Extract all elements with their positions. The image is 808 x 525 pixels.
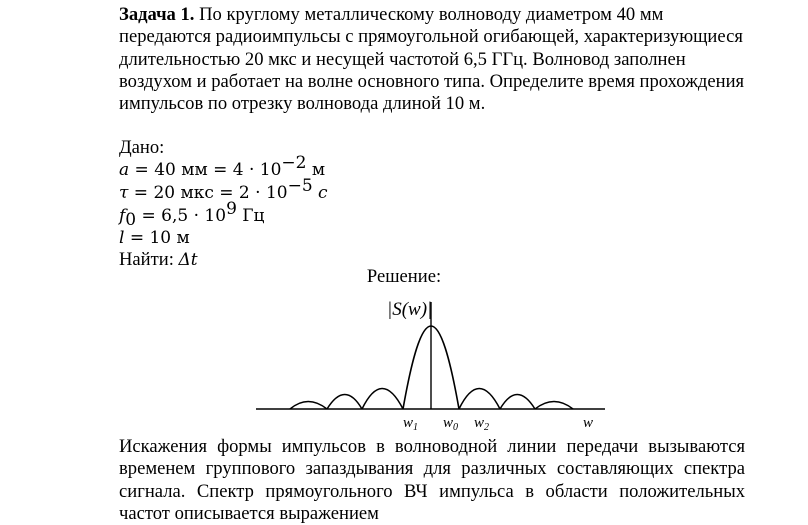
label-w2: $w_2$ [474, 415, 490, 433]
side-lobe-left-2 [327, 395, 362, 410]
spectrum-axis-label: |S(w)| [387, 299, 433, 320]
problem-label: Задача 1. [119, 4, 195, 25]
find-line: Найти: Δt [119, 249, 198, 270]
label-w1: $w_1$ [403, 415, 419, 433]
side-lobe-right-3 [535, 402, 573, 410]
spectrum-figure [240, 288, 620, 434]
given-f0: $f_0 = 6,5 \cdot 10^9$ Гц [119, 199, 265, 230]
side-lobe-left-3 [290, 402, 327, 410]
problem-text: По круглому металлическому волноводу диаметром 40 мм передаются радиоимпульсы с прямоугольной огибающей, характеризующиеся длительностью 20 мкс и несущей частотой 6,5 ГГц. Волновод заполнен воздухом и работает на волне основного типа. Определите время прохождения импульсов по отрезку волновода длиной 10 м. [119, 4, 745, 115]
label-w0: $w_0$ [443, 415, 459, 433]
given-l: l = 10 м [119, 228, 190, 248]
label-w: w [583, 415, 594, 431]
side-lobe-left-1 [362, 389, 403, 410]
given-a: a = 40 мм = $4 \cdot 10^{-2}$ м [119, 153, 326, 180]
side-lobe-right-2 [500, 395, 535, 410]
explanation-paragraph: Искажения формы импульсов в волноводной линии передачи вызываются временем группового запаздывания для различных составляющих спектра сигнала. Спектр прямоугольного ВЧ импульса в области положительных частот описывается выражением [119, 436, 745, 524]
problem-statement [119, 4, 745, 115]
solution-heading: Решение: [366, 266, 442, 287]
given-heading: Дано: [119, 137, 165, 158]
side-lobe-right-1 [459, 389, 500, 410]
given-tau: τ = 20 мкс = $2 \cdot 10^{-5}$ c [119, 176, 328, 203]
